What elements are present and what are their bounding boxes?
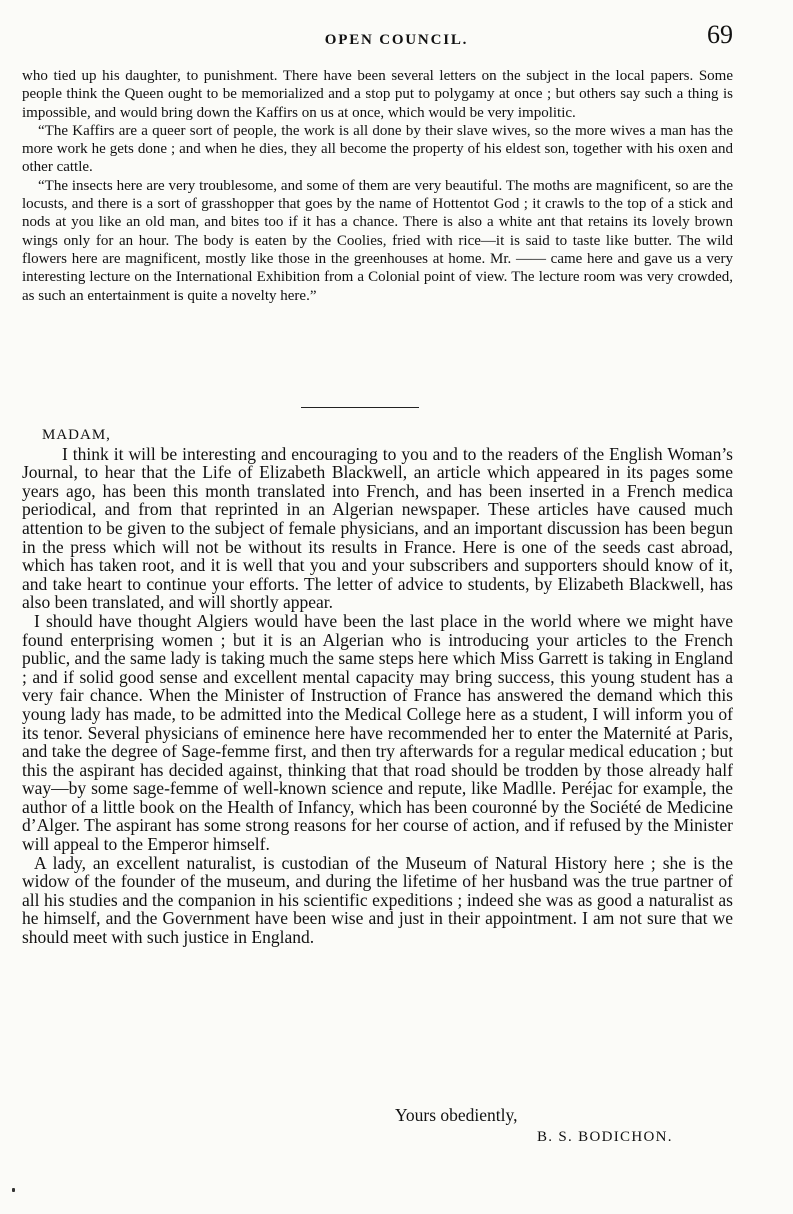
running-head: OPEN COUNCIL. — [324, 32, 469, 48]
letter-two-body — [22, 426, 733, 947]
section-divider — [301, 407, 419, 408]
letter-one-paragraph: “The insects here are very troublesome, and some of them are very beautiful. The moths are magnificent, so are the locusts, and there is a sort of grasshopper that goes by the name of Hottentot God ; it crawls to the top of a stick and nods at you like an old man, and bites too if it has a chance. There is also a white ant that retains its lovely brown wings only for an hour. The body is eaten by the Coolies, fried with rice—it is said to taste like butter. The wild flowers here are magnificent, mostly like those in the greenhouses at home. Mr. —— came here and gave us a very interesting lecture on the International Exhibition from a Colonial point of view. The lecture room was very crowded, as such an entertainment is quite a novelty here.” — [22, 177, 733, 304]
letter-two-paragraph: A lady, an excellent naturalist, is custodian of the Museum of Natural History here ; she is the widow of the founder of the museum, and during the lifetime of her husband was the true partner of all his studies and the companion in his scientific expeditions ; indeed she was as good a naturalist as he himself, and the Government have been wise and just in their appointment. I am not sure that we should meet with such justice in England. — [22, 852, 733, 948]
letter-two-paragraph: I should have thought Algiers would have been the last place in the world where we might have found enterprising women ; but it is an Algerian who is introducing your articles to the French public, and the same lady is taking much the same steps here which Miss Garrett is taking in England ; and if solid good sense and excellent mental capacity may bring success, this young student has a very fair chance. When the Minister of Instruction of France has answered the demand which this young lady has made, to be admitted into the Medical College here as a student, I will inform you of its tenor. Several physicians of eminence here have recommended her to enter the Maternité at Paris, and take the degree of Sage-femme first, and then try afterwards for a regular medical education ; but this the aspirant has decided against, thinking that that road should be trodden by those already half way—by some sage-femme of well-known science and repute, like Madlle. Peréjac for example, the author of a little book on the Health of Infancy, which has been couronné by the Société de Medicine d’Alger. The aspirant has some strong reasons for her course of action, and if refused by the Minister will appeal to the Emperor himself. — [22, 610, 733, 855]
page-number: 69 — [707, 20, 733, 49]
letter-one-paragraph: who tied up his daughter, to punishment. There have been several letters on the subject in the local papers. Some people think the Queen ought to be memorialized and a stop put to polygamy at once ; but others say such a thing is impossible, and would bring down the Kaffirs on us at once, which would be very impolitic. — [22, 68, 733, 121]
signature: B. S. BODICHON. — [537, 1129, 673, 1145]
print-speck — [12, 1188, 15, 1192]
page-header — [0, 18, 793, 52]
letter-one-paragraph: “The Kaffirs are a queer sort of people, the work is all done by their slave wives, so the more wives a man has the more work he gets done ; and when he dies, they all become the property of his eldest son, together with his oxen and other cattle. — [22, 122, 733, 176]
letter-two-paragraph: I think it will be interesting and encouraging to you and to the readers of the English Woman’s Journal, to hear that the Life of Elizabeth Blackwell, an article which appeared in its pages some years ago, has been this month translated into French, and has been inserted in a French medica periodical, and from that reprinted in an Algerian newspaper. These articles have caused much attention to be given to the subject of female physicians, and an important discussion has been begun in the press which will not be without its results in France. Here is one of the seeds cast abroad, which has taken root, and it is well that you and your subscribers and supporters should know of it, and take heart to continue your efforts. The letter of advice to students, by Elizabeth Blackwell, has also been translated, and will shortly appear. — [22, 443, 733, 613]
salutation: MADAM, — [42, 427, 111, 443]
closing: Yours obediently, — [395, 1105, 518, 1125]
letter-one-body — [22, 67, 733, 305]
